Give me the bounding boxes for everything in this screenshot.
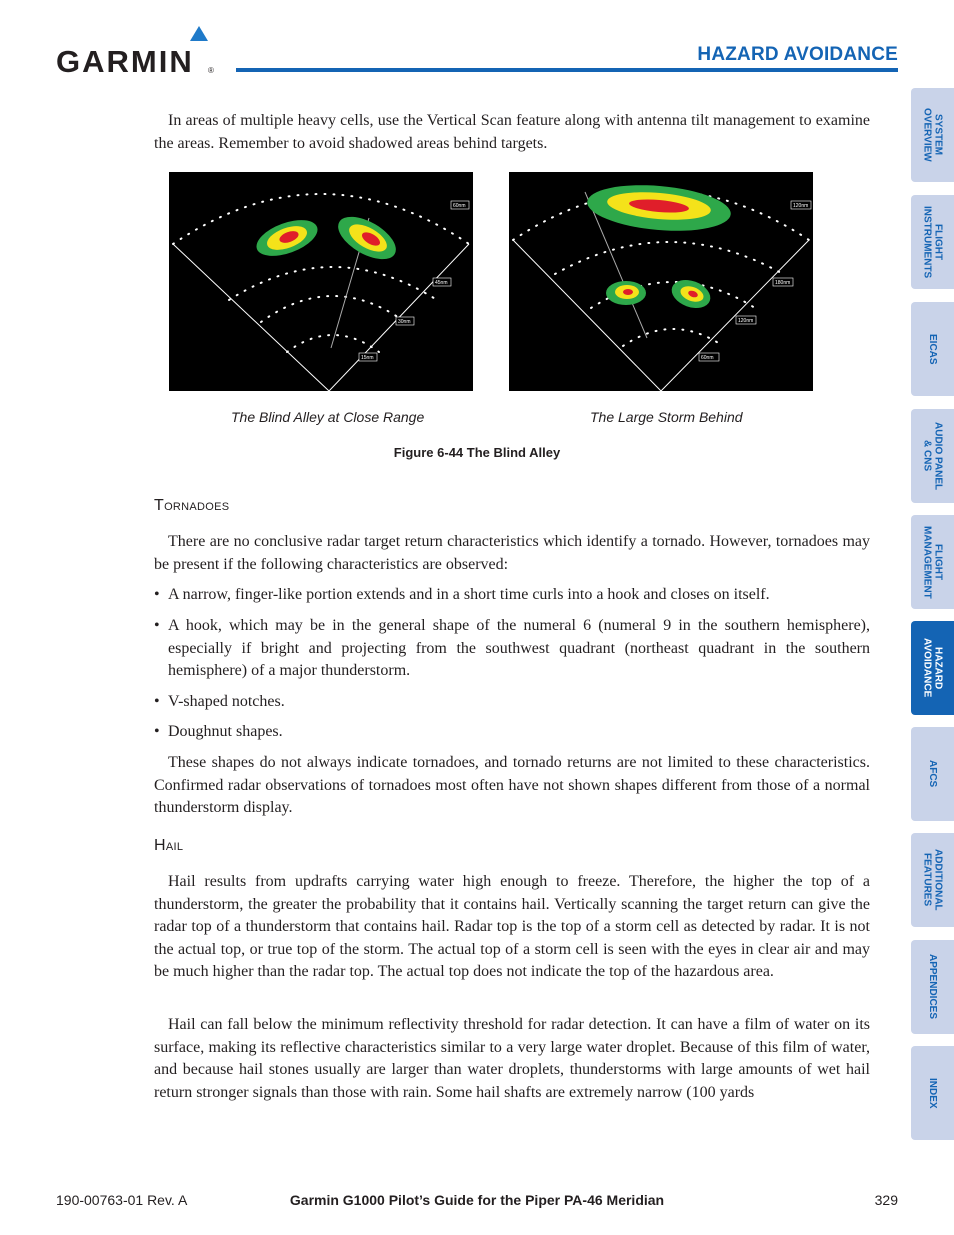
bullet-text: A hook, which may be in the general shape of the numeral 6 (numeral 9 in the southern hemisphere), especially if bright and projecting from the southwest quadrant (northeast quadrant in the southern hemisphere) of a major thunderstorm. <box>168 617 870 680</box>
radar-image-blind-alley <box>169 172 473 391</box>
bullet-text: Doughnut shapes. <box>168 723 283 740</box>
tab-label: AFCS <box>927 760 938 788</box>
footer-title: Garmin G1000 Pilot’s Guide for the Piper PA-46 Meridian <box>289 1192 665 1208</box>
header-rule <box>236 68 898 72</box>
logo-text: GARMIN <box>56 44 194 79</box>
tornado-bullet <box>154 615 870 683</box>
left-image-caption: The Blind Alley at Close Range <box>231 409 425 425</box>
range-label: 60nm <box>701 355 714 361</box>
tab-index[interactable] <box>911 1046 954 1140</box>
tornadoes-intro: There are no conclusive radar target return characteristics which identify a tornado. However, tornadoes may be present if the following characteristics are observed: <box>154 533 870 573</box>
tab-afcs[interactable] <box>911 727 954 821</box>
tab-label: FLIGHT INSTRUMENTS <box>921 205 944 279</box>
tornado-bullet <box>154 721 870 744</box>
right-image-caption: The Large Storm Behind <box>590 409 743 425</box>
range-label: 120nm <box>738 318 754 324</box>
tornado-bullet <box>154 584 870 607</box>
tab-label: ADDITIONAL FEATURES <box>921 849 944 911</box>
tab-label: INDEX <box>927 1077 938 1109</box>
tab-label: HAZARD AVOIDANCE <box>921 638 944 698</box>
bullet-mark: • <box>154 586 160 603</box>
logo-registered-mark: ® <box>208 66 214 75</box>
tab-appendices[interactable] <box>911 940 954 1034</box>
radar-image-large-storm <box>509 172 813 391</box>
garmin-logo <box>56 26 220 79</box>
tornadoes-heading: Tornadoes <box>154 497 230 514</box>
hail-paragraph-1: Hail results from updrafts carrying water high enough to freeze. Therefore, the higher the top of a thunderstorm, the greater the probability that it contains hail. Vertically scanning the target return can give the radar top of a thunderstorm that contains hail. Radar top is the top of a storm cell as detected by radar. It is not the actual top, or true top of the storm. The actual top of a storm cell is seen with the eyes in clear air and may be much higher than the radar top. The actual top does not indicate the top of the hazardous area. <box>154 873 870 981</box>
tab-label: SYSTEM OVERVIEW <box>921 108 944 162</box>
tab-flight-instruments[interactable] <box>911 195 954 289</box>
tab-additional-features[interactable] <box>911 833 954 927</box>
tornadoes-closing: These shapes do not always indicate tornadoes, and tornado returns are not limited to these characteristics. Confirmed radar observations of tornadoes most often have not shown shapes different from those of a normal thunderstorm display. <box>154 754 870 817</box>
range-label: 45nm <box>435 280 448 286</box>
intro-paragraph: In areas of multiple heavy cells, use the Vertical Scan feature along with antenna tilt management to examine the areas. Remember to avoid shadowed areas behind targets. <box>154 112 870 152</box>
radar-left-svg <box>169 172 473 391</box>
bullet-text: V-shaped notches. <box>168 693 285 710</box>
bullet-text: A narrow, finger-like portion extends and in a short time curls into a hook and closes on itself. <box>168 586 770 603</box>
tab-label: AUDIO PANEL & CNS <box>921 421 944 491</box>
figure-title: Figure 6-44 The Blind Alley <box>393 445 561 460</box>
bullet-mark: • <box>154 723 160 740</box>
section-title: HAZARD AVOIDANCE <box>697 44 898 65</box>
tab-eicas[interactable] <box>911 302 954 396</box>
range-label: 15nm <box>361 355 374 361</box>
radar-right-svg <box>509 172 813 391</box>
footer-page-number: 329 <box>874 1192 898 1208</box>
tab-flight-management[interactable] <box>911 515 954 609</box>
hail-heading: Hail <box>154 837 184 854</box>
logo-triangle-icon <box>190 26 208 41</box>
range-label: 60nm <box>453 203 466 209</box>
footer-doc-number: 190-00763-01 Rev. A <box>56 1192 188 1208</box>
bullet-mark: • <box>154 693 160 710</box>
tab-system-overview[interactable] <box>911 88 954 182</box>
range-label: 30nm <box>398 319 411 325</box>
hail-paragraph-2: Hail can fall below the minimum reflectivity threshold for radar detection. It can have a film of water on its surface, making its reflective characteristics similar to a very large water droplet. Because of this film of water, and because hail stones usually are larger than water droplets, thunderstorms with large amounts of wet hail return stronger signals than those with rain. Some hail shafts are extremely narrow (100 yards <box>154 1016 870 1101</box>
tab-label: EICAS <box>927 333 938 365</box>
range-label: 180nm <box>775 280 791 286</box>
tornado-bullet <box>154 691 870 714</box>
tab-label: APPENDICES <box>927 954 938 1020</box>
range-label: 120nm <box>793 203 809 209</box>
tab-hazard-avoidance[interactable] <box>911 621 954 715</box>
bullet-mark: • <box>154 617 160 634</box>
tab-label: FLIGHT MANAGEMENT <box>921 525 944 599</box>
